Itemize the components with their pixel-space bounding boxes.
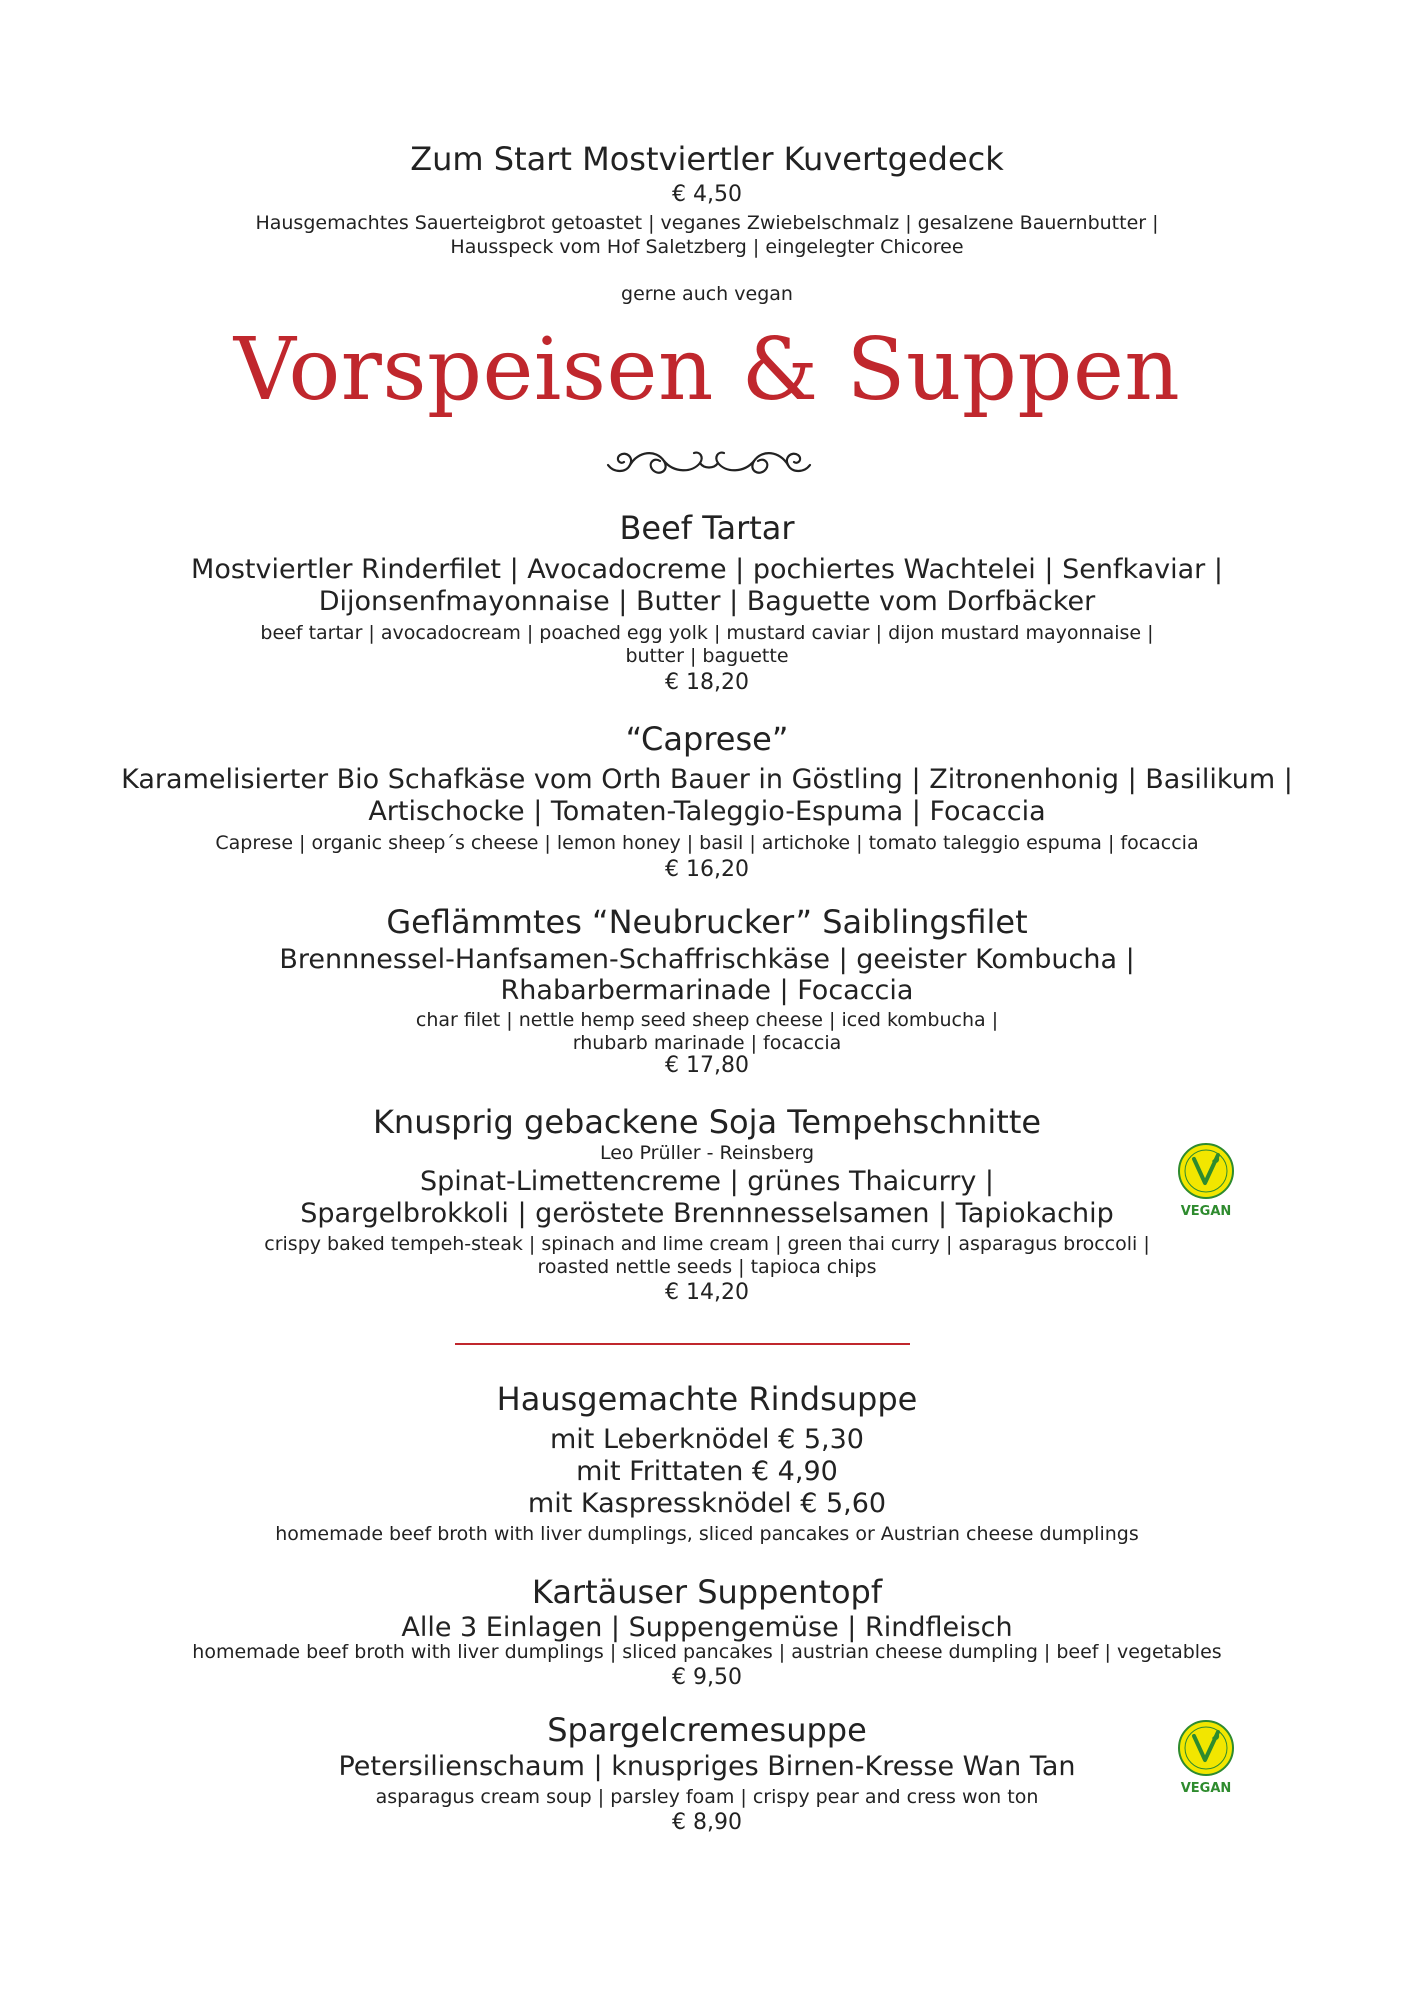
dish-description-en: rhubarb marinade | focaccia [572,1032,842,1054]
dish-subtitle: Leo Prüller - Reinsberg [599,1142,815,1164]
dish-title: “Caprese” [625,720,789,758]
soup-price: € 8,90 [672,1810,742,1835]
dish-description-de: Artischocke | Tomaten-Taleggio-Espuma | Focaccia [368,796,1046,827]
dish-description-de: Karamelisierter Bio Schafkäse vom Orth Bauer in Göstling | Zitronenhonig | Basilikum | [121,764,1293,795]
soup-option: mit Leberknödel € 5,30 [550,1424,864,1455]
svg-text:VEGAN: VEGAN [1180,1781,1232,1796]
dish-description-de: Spargelbrokkoli | geröstete Brennnesselsamen | Tapiokachip [300,1198,1114,1229]
soup-option: mit Kaspressknödel € 5,60 [527,1488,887,1519]
vegan-label-icon [1174,1720,1238,1796]
dish-description-en: roasted nettle seeds | tapioca chips [537,1256,877,1278]
soup-description-en: homemade beef broth with liver dumplings | sliced pancakes | austrian cheese dumpling | beef | vegetables [192,1641,1222,1663]
dish-description-en: butter | baguette [625,645,789,667]
vegan-label-icon [1174,1143,1238,1219]
dish-title: Geflämmtes “Neubrucker” Saiblingsfilet [386,903,1028,941]
dish-price: € 14,20 [665,1280,749,1305]
soup-price: € 9,50 [672,1665,742,1690]
soup-description-de: Alle 3 Einlagen | Suppengemüse | Rindfleisch [401,1612,1013,1643]
soup-description-en: asparagus cream soup | parsley foam | crispy pear and cress won ton [375,1786,1039,1808]
soup-title: Hausgemachte Rindsuppe [496,1380,918,1418]
kuvert-desc-line-2: Hausspeck vom Hof Saletzberg | eingelegter Chicoree [450,236,964,258]
dish-description-de: Spinat-Limettencreme | grünes Thaicurry | [420,1166,994,1197]
dish-description-de: Brennnessel-Hanfsamen-Schaffrischkäse | geeister Kombucha | [279,944,1135,975]
dish-description-de: Mostviertler Rinderfilet | Avocadocreme | pochiertes Wachtelei | Senfkaviar | [191,554,1223,585]
kuvert-desc-line-1: Hausgemachtes Sauerteigbrot getoastet | veganes Zwiebelschmalz | gesalzene Bauernbutter | [255,212,1159,234]
soup-option: mit Frittaten € 4,90 [576,1456,838,1487]
kuvert-price: € 4,50 [672,182,742,207]
dish-title: Knusprig gebackene Soja Tempehschnitte [372,1103,1042,1141]
dish-title: Beef Tartar [619,509,795,547]
section-title: Vorspeisen & Suppen [233,320,1181,420]
soup-description-de: Petersilienschaum | knuspriges Birnen-Kresse Wan Tan [338,1751,1076,1782]
dish-description-en: char filet | nettle hemp seed sheep cheese | iced kombucha | [415,1009,999,1031]
dish-description-en: beef tartar | avocadocream | poached egg yolk | mustard caviar | dijon mustard mayonnaise | [260,622,1154,644]
soup-description-en: homemade beef broth with liver dumplings, sliced pancakes or Austrian cheese dumplings [275,1523,1139,1545]
soup-title: Kartäuser Suppentopf [531,1573,883,1611]
scroll-ornament-icon [604,443,814,483]
dish-description-de: Rhabarbermarinade | Focaccia [500,975,914,1006]
kuvert-title: Zum Start Mostviertler Kuvertgedeck [410,140,1004,178]
section-divider [455,1343,910,1345]
svg-text:VEGAN: VEGAN [1180,1204,1232,1219]
dish-description-en: Caprese | organic sheep´s cheese | lemon honey | basil | artichoke | tomato taleggio espuma | focaccia [215,832,1199,854]
dish-description-en: crispy baked tempeh-steak | spinach and lime cream | green thai curry | asparagus broccoli | [264,1233,1150,1255]
dish-description-de: Dijonsenfmayonnaise | Butter | Baguette vom Dorfbäcker [318,586,1096,617]
kuvert-vegan-note: gerne auch vegan [621,283,793,305]
soup-title: Spargelcremesuppe [547,1711,867,1749]
dish-price: € 16,20 [665,857,749,882]
dish-price: € 17,80 [665,1053,749,1078]
dish-price: € 18,20 [665,670,749,695]
